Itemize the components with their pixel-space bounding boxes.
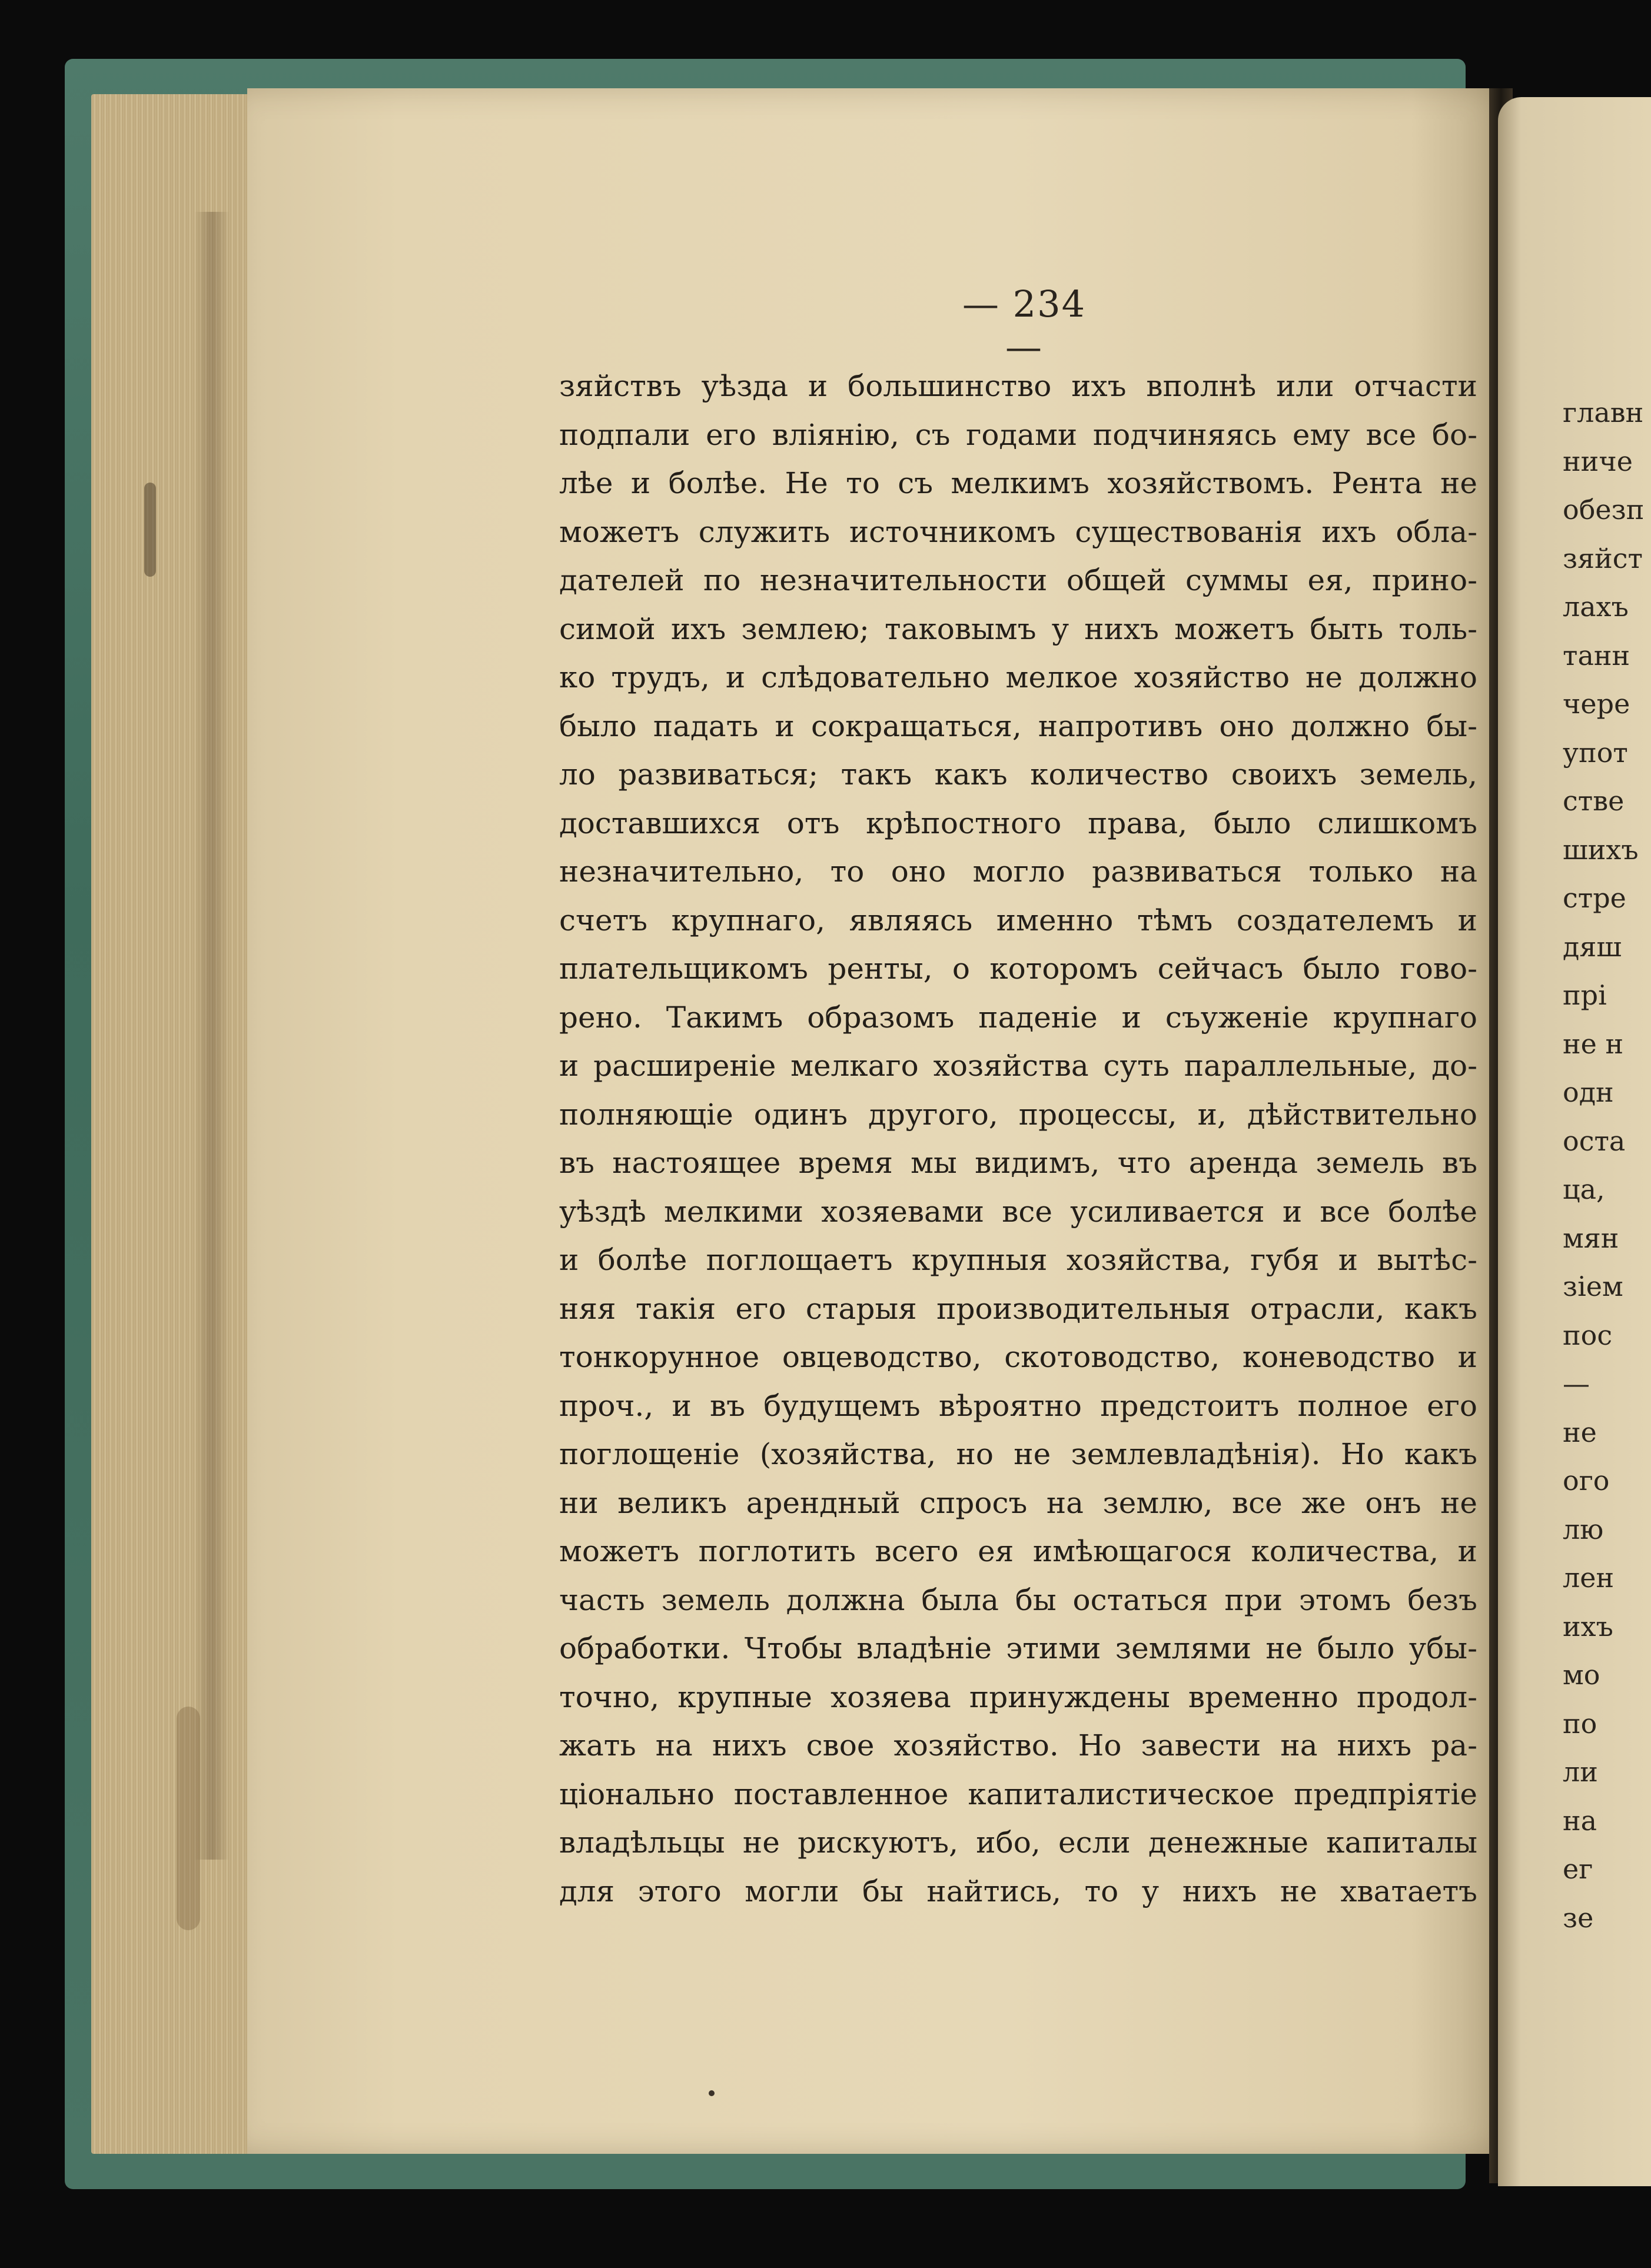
facing-fragment: зе	[1563, 1901, 1594, 1934]
facing-fragment: лен	[1563, 1562, 1615, 1594]
facing-fragment: стре	[1563, 882, 1626, 914]
facing-fragment: ого	[1563, 1465, 1610, 1497]
body-text	[559, 362, 1477, 1916]
facing-fragment: упот	[1563, 736, 1628, 769]
facing-fragment: по	[1563, 1707, 1597, 1740]
text-line: няя такія его старыя производительныя отрасли, какъ	[559, 1291, 1477, 1326]
facing-fragment: ихъ	[1563, 1610, 1613, 1642]
text-line: полняющіе одинъ другого, процессы, и, дѣйствительно	[559, 1097, 1477, 1132]
text-line: тонкорунное овцеводство, скотоводство, коневодство и	[559, 1340, 1477, 1374]
facing-fragment: оста	[1563, 1125, 1626, 1157]
edge-mark	[144, 483, 156, 577]
text-line: обработки. Чтобы владѣніе этими землями не было убы-	[559, 1631, 1477, 1665]
text-line: можетъ поглотить всего ея имѣющагося количества, и	[559, 1534, 1477, 1568]
facing-fragment: ца,	[1563, 1173, 1605, 1205]
text-line: и болѣе поглощаетъ крупныя хозяйства, губя и вытѣс-	[559, 1243, 1477, 1277]
text-line: ко трудъ, и слѣдовательно мелкое хозяйство не должно	[559, 660, 1477, 694]
text-line: лѣе и болѣе. Не то съ мелкимъ хозяйствомъ. Рента не	[559, 466, 1477, 500]
text-line: часть земель должна была бы остаться при этомъ безъ	[559, 1582, 1477, 1617]
ink-dot	[709, 2090, 715, 2096]
text-line: подпали его вліянію, съ годами подчиняясь ему все бо-	[559, 417, 1477, 452]
text-line: для этого могли бы найтись, то у нихъ не хватаетъ	[559, 1874, 1477, 1908]
text-line: ціонально поставленное капиталистическое предпріятіе	[559, 1777, 1477, 1811]
facing-fragment: чере	[1563, 688, 1630, 720]
text-line: доставшихся отъ крѣпостного права, было слишкомъ	[559, 806, 1477, 840]
facing-page-text	[1563, 388, 1645, 1942]
facing-fragment: главн	[1563, 397, 1644, 428]
text-line: ни великъ арендный спросъ на землю, все же онъ не	[559, 1485, 1477, 1520]
facing-fragment: лю	[1563, 1513, 1604, 1545]
text-line: поглощеніе (хозяйства, но не землевладѣнія). Но какъ	[559, 1437, 1477, 1471]
text-line: и расширеніе мелкаго хозяйства суть параллельные, до-	[559, 1049, 1477, 1083]
facing-fragment: ли	[1563, 1756, 1598, 1788]
facing-fragment: мян	[1563, 1222, 1619, 1254]
facing-fragment: зіем	[1563, 1271, 1623, 1302]
facing-fragment: пос	[1563, 1319, 1613, 1351]
edge-stain	[177, 1707, 200, 1930]
facing-fragment: дяш	[1563, 930, 1622, 963]
text-line: рено. Такимъ образомъ паденіе и съуженіе крупнаго	[559, 1000, 1477, 1035]
text-line: симой ихъ землею; таковымъ у нихъ можетъ быть толь-	[559, 611, 1477, 646]
text-line: уѣздѣ мелкими хозяевами все усиливается и все болѣе	[559, 1194, 1477, 1229]
text-line: зяйствъ уѣзда и большинство ихъ вполнѣ или отчасти	[559, 369, 1477, 403]
facing-fragment: танн	[1563, 639, 1630, 671]
text-line: счетъ крупнаго, являясь именно тѣмъ создателемъ и	[559, 903, 1477, 937]
spine-shadow	[194, 212, 230, 1860]
facing-fragment: —	[1563, 1368, 1590, 1399]
page-number: — 234 —	[962, 282, 1087, 368]
text-line: было падать и сокращаться, напротивъ оно должно бы-	[559, 709, 1477, 743]
text-line: жать на нихъ свое хозяйство. Но завести на нихъ ра-	[559, 1728, 1477, 1762]
facing-fragment: мо	[1563, 1659, 1600, 1691]
facing-fragment: ег	[1563, 1853, 1593, 1885]
text-line: владѣльцы не рискуютъ, ибо, если денежные капиталы	[559, 1825, 1477, 1860]
text-line: ло развиваться; такъ какъ количество своихъ земель,	[559, 757, 1477, 792]
text-line: можетъ служить источникомъ существованія ихъ обла-	[559, 514, 1477, 549]
facing-fragment: не	[1563, 1416, 1597, 1448]
facing-fragment: шихъ	[1563, 833, 1639, 866]
facing-fragment: одн	[1563, 1076, 1614, 1108]
facing-fragment: зяйст	[1563, 542, 1643, 574]
facing-fragment: обезп	[1563, 494, 1645, 526]
text-line: дателей по незначительности общей суммы ея, прино-	[559, 563, 1477, 597]
text-line: проч., и въ будущемъ вѣроятно предстоитъ полное его	[559, 1388, 1477, 1423]
facing-fragment: стве	[1563, 785, 1625, 817]
facing-fragment: ниче	[1563, 445, 1633, 477]
text-line: точно, крупные хозяева принуждены временно продол-	[559, 1680, 1477, 1714]
text-line: плательщикомъ ренты, о которомъ сейчасъ было гово-	[559, 952, 1477, 986]
facing-fragment: не н	[1563, 1027, 1624, 1060]
facing-fragment: лахъ	[1563, 591, 1629, 623]
facing-fragment: прі	[1563, 979, 1607, 1011]
text-line: въ настоящее время мы видимъ, что аренда земель въ	[559, 1146, 1477, 1180]
text-line: незначительно, то оно могло развиваться только на	[559, 854, 1477, 889]
facing-fragment: на	[1563, 1804, 1597, 1837]
